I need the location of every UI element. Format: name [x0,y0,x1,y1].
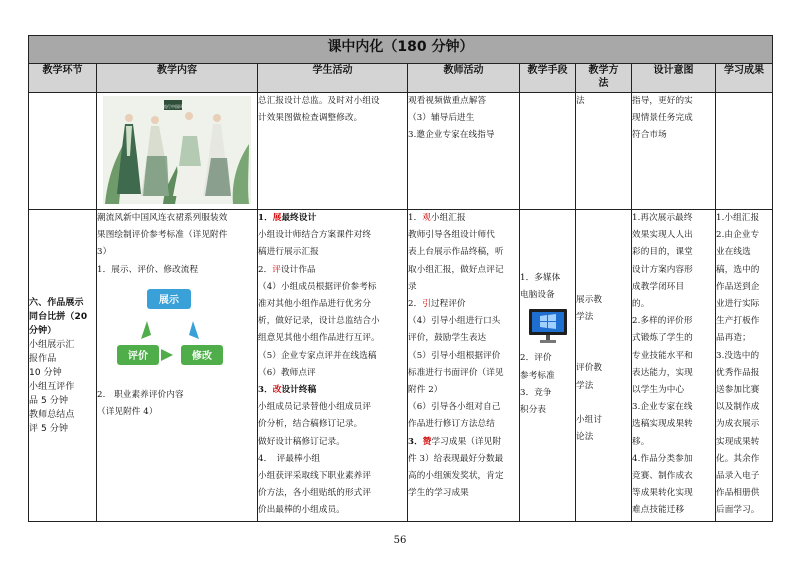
header-outcome: 学习成果 [716,64,773,93]
header-content: 教学内容 [97,64,258,93]
header-stage: 教学环节 [29,64,97,93]
means-cell-empty [520,93,576,210]
content-cell: 潮流风新中国风连衣裙系列服装效 果图绘制评价参考标准（详见附件 3） 1．展示、评价、修改流程 展示 评价 修改 2. 职业素养评价内容 （详见附件 4） [97,210,258,522]
stage-cell: 六、作品展示 同台比拼（20 分钟） 小组展示汇 报作品 10 分钟 小组互评作 品 5 分钟 教师总结点 评 5 分钟 [29,210,97,522]
content-cell-image [97,93,258,210]
intent-cell-1: 指导，更好的实 现情景任务完成 符合市场 [632,93,716,210]
header-method: 教学方 法 [576,64,632,93]
table-title: 课中内化（180 分钟） [29,36,773,64]
fashion-label: 流行中国风 [163,104,183,109]
monitor-icon [528,308,568,344]
header-intent: 设计意图 [632,64,716,93]
fashion-illustration [103,96,251,204]
header-student: 学生活动 [258,64,408,93]
table-row [29,93,773,210]
teacher-activity-cell-2: 1．观小组汇报 教师引导各组设计师代 表上台展示作品终稿，听 取小组汇报，做好点评记 录 2．引过程评价 （4）引导小组进行口头 评价，鼓励学生表达 （5）引导小组根据评价 标准进行书面评价（详见 附件 2） （6）引导各小组对自己 作品进行修订方法总结 3．赞学习成果（详见附 件 3）给表现最好分数最 高的小组颁发奖状，肯定 学生的学习成果 [408,210,520,522]
student-activity-cell-1: 总汇报设计总监。及时对小组设 计效果图做检查调整修改。 [258,93,408,210]
method-cell-1: 法 [576,93,632,210]
diagram-evaluate-label: 评价 [127,350,149,362]
review-cycle-diagram [117,287,227,369]
method-cell: 展示教 学法 评价教 学法 小组讨 论法 [576,210,632,522]
outcome-cell-empty [716,93,773,210]
lesson-plan-table [28,35,773,522]
means-cell: 1．多媒体 电脑设备 2．评价 参考标准 3．竞争 积分表 [520,210,576,522]
header-teacher: 教师活动 [408,64,520,93]
diagram-show-label: 展示 [158,294,180,306]
header-means: 教学手段 [520,64,576,93]
stage-cell-empty [29,93,97,210]
outcome-cell: 1.小组汇报 2.由企业专 业在线选 稿，选中的 作品送到企 业进行实际 生产打板作 品再造； 3.没选中的 优秀作品报 送参加比赛 以及制作成 为成衣展示 实现成果转 化。其余作 品录入电子 作品相册供 后面学习。 [716,210,773,522]
teacher-activity-cell-1: 观看视频做重点解答 （3）辅导后进生 3.邀企业专家在线指导 [408,93,520,210]
student-activity-cell-2: 1．展最终设计 小组设计师结合方案课件对终 稿进行展示汇报 2．评设计作品 （4）小组成员根据评价参考标 准对其他小组作品进行优劣分 析，做好记录，设计总监结合小 组意见其他小组作品进行互评。 （5）企业专家点评并在线选稿 （6）教师点评 3．改设计终稿 小组成员记录替他小组成员评 价分析，结合稿修订记录。 做好设计稿修订记录。 4． 评最棒小组 小组获评采取线下职业素养评 价方法，各小组贴纸的形式评 价出最棒的小组成员。 [258,210,408,522]
page-number: 56 [393,535,407,546]
intent-cell: 1.再次展示最终 效果实现人人出 彩的目的，课堂 设计方案内容形 成教学闭环目 的。 2.多样的评价形 式锻炼了学生的 专业技能水平和 表达能力，实现 以学生为中心 3.企业专家在线 选稿实现成果转 移。 4.作品分类参加 竞赛、制作成衣 等成果转化实现 难点技能迁移 [632,210,716,522]
table-row [29,210,773,522]
diagram-modify-label: 修改 [191,350,213,362]
